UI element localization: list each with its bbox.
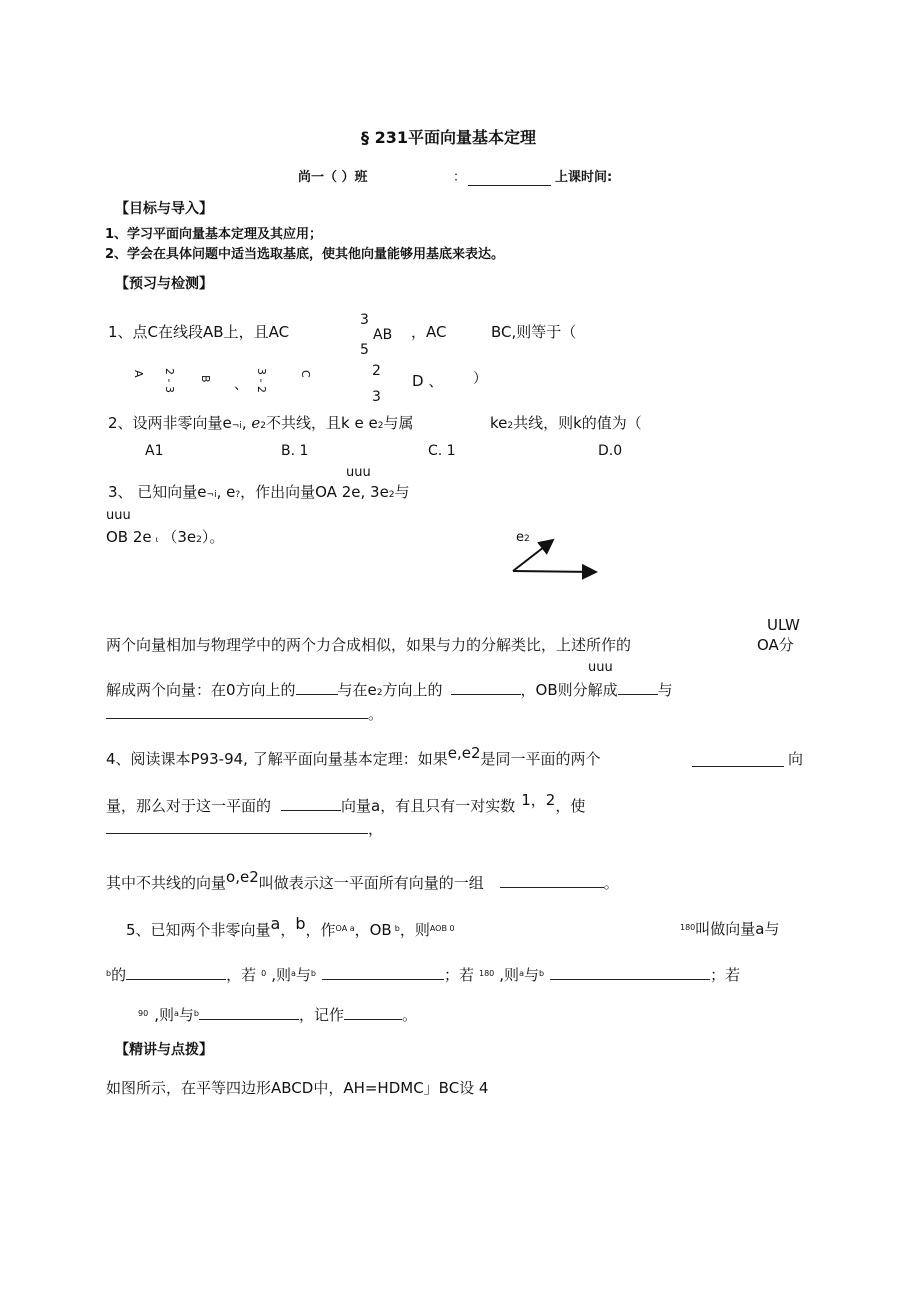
q5-called: 叫做向量a与: [695, 920, 780, 938]
q2-tail-group: [490, 416, 642, 431]
lecture-line: 如图所示，在平等四边形ABCD中，AH=HDMC」BC设 4: [106, 1079, 489, 1097]
q3-uuu2: uuu: [106, 508, 131, 523]
q2-option-a: A1: [145, 443, 164, 459]
q5-l2-b: b: [106, 969, 112, 978]
q4-line1: [106, 744, 601, 768]
q4-line4b: 叫做表示这一平面所有向量的一组: [258, 874, 484, 892]
q5-line2: [106, 965, 740, 983]
q4-e12: e,e2: [447, 744, 481, 762]
q5-l3-90: 90: [138, 1009, 149, 1018]
q2-option-d: D.0: [598, 443, 623, 459]
q5-l2-of: 的: [111, 966, 127, 984]
q3-sub2: ?: [235, 490, 241, 500]
q4-line4-end: 。: [603, 874, 619, 892]
q3-ob: OB 2e: [106, 528, 152, 546]
q5-line1: [126, 914, 455, 939]
q4-line4: [106, 868, 619, 892]
vector-figure: [505, 530, 605, 582]
q5-aob-small: AOB 0: [429, 924, 455, 933]
section-lecture: 【精讲与点拨】: [115, 1042, 213, 1058]
para-ulw: ULW: [767, 616, 800, 634]
q5-then: ，则: [399, 921, 430, 939]
q2-option-b: B. 1: [281, 443, 309, 459]
q4-mid: 是同一平面的两个: [480, 750, 601, 768]
q3-sub5: 2: [196, 535, 202, 545]
q5-l2-then: ,则: [271, 966, 291, 984]
q4-line4a: 其中不共线的向量: [106, 874, 227, 892]
q5-l2-zero: 0: [261, 969, 267, 978]
q1-opt-a-val: 2 - 3: [163, 368, 176, 393]
q3-close: ）。: [201, 528, 225, 546]
para-line1: 两个向量相加与物理学中的两个力合成相似，如果与力的分解类比，上述所作的: [106, 636, 632, 654]
q5-l2-a2: a: [519, 969, 524, 978]
class-label: 尚一（ ）班: [298, 170, 368, 185]
q2-mid: 不共线，且k e e: [266, 414, 378, 432]
vector-e2-arrow: [513, 540, 553, 571]
q3-uuu1: uuu: [346, 465, 371, 480]
q3-sub1: ¬i: [206, 490, 217, 500]
q2-sub4: 2: [507, 421, 514, 431]
q1-frac-top: 3: [360, 312, 369, 328]
q1-lead: 1、点C在线段AB上，且AC: [108, 323, 290, 341]
para-line2d: ，OB则分解成: [520, 681, 618, 699]
q3-3e2: （3e: [162, 528, 197, 546]
q1-opt-a: A: [132, 370, 145, 378]
q5-b: b: [295, 914, 306, 933]
figure-label-e: e: [516, 530, 524, 545]
para-line2e: 与: [657, 681, 673, 699]
q4-line2: [106, 791, 586, 815]
q3-tail2: 与: [394, 483, 410, 501]
q5-line3: [138, 1005, 417, 1023]
q2-sub1: ¬i: [231, 421, 242, 431]
q1-tail: BC,则等于（: [491, 323, 577, 341]
q5-l2-with2: 与: [523, 966, 539, 984]
q5-l3-a: a: [173, 1009, 179, 1018]
q1-opt-b-val: 3 - 2: [255, 368, 268, 393]
q5-comma: ，: [280, 921, 296, 939]
goal-2: 2、学会在具体问题中适当选取基底，使其他向量能够用基底来表达。: [105, 247, 505, 262]
q1-sep: 、: [234, 377, 248, 393]
q4-line3: [106, 819, 383, 837]
q5-l3-then: ,则: [154, 1006, 174, 1024]
q1-frac-bottom: 5: [360, 342, 369, 358]
q2-comma: ,: [241, 414, 247, 432]
q4-end: 向: [788, 750, 804, 768]
q1-frac2-top: 2: [372, 363, 381, 379]
q5-l2-semi2: ；若: [710, 966, 741, 984]
q2-lead: 2、设两非零向量e: [108, 414, 232, 432]
q2-sub2: 2: [260, 421, 267, 431]
q5-oa-small: OA a: [335, 924, 355, 933]
q1-opt-b: B: [199, 375, 212, 383]
q2-tail: 共线，则k的值为（: [513, 414, 642, 432]
q2-sub3: 2: [377, 421, 384, 431]
q5-l2-semi: ；若: [443, 966, 474, 984]
q3-line2: [106, 530, 224, 545]
para-oa: OA分: [757, 636, 794, 654]
q5-ob: ，OB: [354, 921, 392, 939]
para-sub: 2: [376, 688, 383, 698]
page-title: § 231平面向量基本定理: [361, 128, 536, 147]
q5-l2-then2: ,则: [499, 966, 520, 984]
q4-line2b: 向量a，有且只有一对实数: [341, 797, 516, 815]
q4-line3-end: ，: [368, 820, 384, 838]
q5-l2-180: 180: [479, 969, 495, 978]
q3-lead: 3、 已知向量e: [108, 483, 207, 501]
q2-e2: e: [251, 414, 261, 432]
q2-stem: [108, 416, 413, 431]
q3-mid: , e: [216, 483, 236, 501]
q1-opt-c: C: [299, 370, 312, 378]
para-uuu: uuu: [588, 660, 613, 675]
q5-make: ，作: [305, 921, 336, 939]
q4-blank1: [692, 752, 784, 770]
q1-frac-mid: AB: [373, 327, 393, 343]
q5-line1-right: [680, 922, 779, 937]
q5-l3-with: 与: [178, 1006, 194, 1024]
q4-e12b: o,e2: [226, 868, 259, 886]
para-line3-end: 。: [368, 705, 384, 723]
q1-frac2-bottom: 3: [372, 389, 381, 405]
q5-l3-note: ，记作: [298, 1006, 344, 1024]
para-line2c: 方向上的: [382, 681, 443, 699]
q5-lead: 5、已知两个非零向量: [126, 921, 271, 939]
q5-l2-if: ，若: [226, 966, 257, 984]
q5-l2-a: a: [290, 969, 296, 978]
q4-line2a: 量，那么对于这一平面的: [106, 797, 272, 815]
q3-sub4: ι: [155, 535, 159, 544]
q3-stem: [108, 485, 410, 500]
time-label: 上课时间:: [555, 170, 613, 185]
section-preview: 【预习与检测】: [115, 276, 213, 292]
q3-tail: ，作出向量OA 2e, 3e: [240, 483, 389, 501]
q4-line2c: ，使: [555, 797, 586, 815]
q2-mid2: 与属: [383, 414, 414, 432]
q5-l2-b3: b: [538, 969, 545, 978]
q4-nums: 1，2: [521, 791, 556, 809]
q5-a: a: [270, 914, 281, 933]
q5-l2-with: 与: [295, 966, 311, 984]
para-line2a: 解成两个向量：在0方向上的: [106, 681, 296, 699]
section-goals: 【目标与导入】: [115, 201, 213, 217]
para-line2: [106, 680, 673, 698]
q2-ke: ke: [490, 414, 508, 432]
q5-l3-end: 。: [401, 1006, 417, 1024]
q5-l2-b2: b: [310, 969, 316, 978]
q3-sub3: 2: [388, 490, 395, 500]
goal-1: 1、学习平面向量基本定理及其应用；: [105, 227, 323, 242]
para-line3: [106, 704, 383, 722]
figure-label-sub: 2: [524, 534, 530, 544]
colon: ：: [453, 170, 467, 185]
q5-b-small: b: [394, 924, 400, 933]
q1-mid: ，AC: [411, 323, 447, 341]
q4-lead: 4、阅读课本P93-94, 了解平面向量基本定理：如果: [106, 750, 448, 768]
q5-deg180: 180: [680, 923, 696, 932]
q1-opt-d: D 、: [412, 372, 444, 390]
vector-e1-arrow: [513, 571, 596, 572]
q5-l3-b: b: [193, 1009, 199, 1018]
class-blank: [468, 171, 551, 189]
q2-option-c: C. 1: [428, 443, 456, 459]
q1-close: ）: [473, 371, 487, 387]
para-line2b: 与在e: [337, 681, 377, 699]
